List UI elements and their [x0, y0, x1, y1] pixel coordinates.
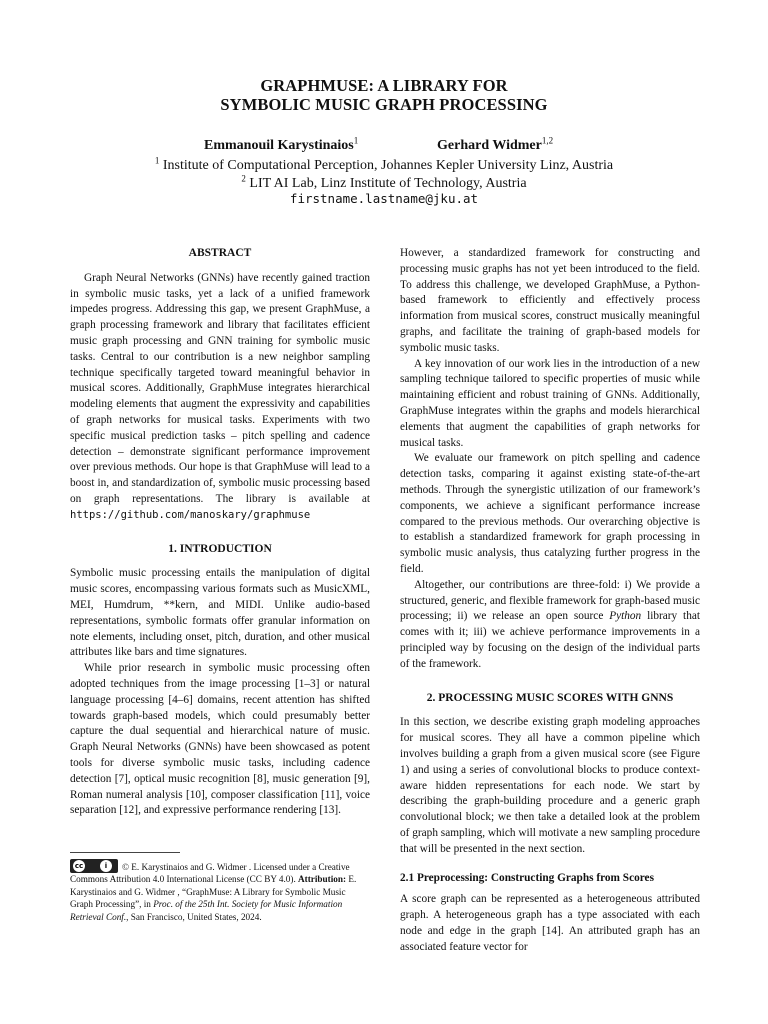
affiliation-1-text: Institute of Computational Perception, Johannes Kepler University Linz, Austria: [162, 158, 614, 173]
title-line-2: SYMBOLIC MUSIC GRAPH PROCESSING: [220, 95, 548, 114]
contributions-paragraph: [400, 578, 700, 673]
intro-paragraph-1: Symbolic music processing entails the manipulation of digital music scores, encompassing various formats such as MusicXML, MEI, Humdrum, **kern, and MIDI. Unlike audio-based representations, symbolic formats offer granular information on note elements, including onset, pitch, duration, and other musical attributes like bars and time signatures.: [70, 567, 370, 659]
section-2-heading: 2. PROCESSING MUSIC SCORES WITH GNNS: [426, 691, 674, 704]
attribution-person-icon: i: [100, 860, 112, 872]
repository-link[interactable]: https://github.com/manoskary/graphmuse: [70, 508, 311, 521]
author-2-name: Gerhard Widmer: [437, 138, 542, 153]
author-list: [0, 135, 768, 156]
affiliation-1: [0, 157, 768, 175]
affiliation-2-mark: 2: [241, 173, 246, 184]
contributions-text-a: Altogether, our contributions are three-fold: i) We provide a structured, generic, and flexible framework for graph-based music processing; ii) we release an open source: [400, 578, 700, 623]
affiliation-1-mark: 1: [154, 155, 160, 166]
footnote-citation-text: E. Karystinaios and G. Widmer , “GraphMuse: A Library for Symbolic Music Graph Processing”, in: [70, 874, 357, 910]
author-1-affil-mark: 1: [353, 135, 359, 146]
contributions-text-b: library that comes with it; iii) we achieve performance improvements in a principled way by focusing on the design of the individual parts of the framework.: [400, 610, 700, 670]
license-footnote: [70, 859, 370, 923]
intro-paragraph-3: However, a standardized framework for constructing and processing music graphs has not yet been introduced to the field. To address this challenge, we developed GraphMuse, a Python-based framework to efficiently and effectively process information from musical scores, construct musically meaningful graphs, and facilitate the training of graph-based models for symbolic music tasks.: [400, 247, 700, 354]
footnote-attribution-label: Attribution:: [298, 874, 347, 885]
footnote-divider: [70, 852, 180, 853]
intro-paragraph-4: A key innovation of our work lies in the introduction of a new sampling technique tailored to specific properties of music while maintaining efficient and robust training of GNNs. Additionally, GraphMuse integrates within the graphs and models hierarchical elements that augment the capabilities of graph networks for musical tasks.: [400, 357, 700, 449]
right-column: [400, 246, 700, 955]
author-2-affil-mark: 1,2: [541, 135, 554, 146]
abstract-body: Graph Neural Networks (GNNs) have recently gained traction in symbolic music tasks, yet a lack of a unified framework impedes progress. Addressing this gap, we present GraphMuse, a graph processing framework and library that facilitates efficient music graph processing and GNN training for symbolic music tasks. Central to our contribution is a new neighbor sampling technique specifically targeted toward meaningful behavior in musical scores. Additionally, GraphMuse integrates hierarchical modeling elements that augment the expressivity and capabilities of graph networks for musical tasks. Experiments with two specific musical prediction tasks – pitch spelling and cadence detection – demonstrate significant performance improvement over previous methods. Our hope is that GraphMuse will lead to a boost in, and standardization of, symbolic music processing based on graph representations. The library is available at: [70, 271, 370, 505]
footnote-license-text: © E. Karystinaios and G. Widmer . Licensed under a Creative Commons Attribution 4.0 International License (CC BY 4.0).: [70, 862, 350, 885]
affiliation-2-text: LIT AI Lab, Linz Institute of Technology, Austria: [249, 176, 527, 191]
section-2-paragraph: In this section, we describe existing graph modeling approaches for musical scores. They all have a common pipeline which involves building a graph from a given musical score (see Figure 1) and using a series of convolutional blocks to produce context-aware hidden representations for each node. We start by describing the graph-building procedure and a generic graph convolutional block; we then take a detailed look at the problem of graph sampling, which will motivate a new sampling procedure that will be presented in the next section.: [400, 716, 700, 855]
author-email: firstname.lastname@jku.at: [289, 191, 479, 206]
left-column: [70, 246, 370, 819]
footnote-proceedings: Proc. of the 25th Int. Society for Music Information Retrieval Conf.: [70, 899, 343, 922]
subsection-2-1-paragraph: A score graph can be represented as a heterogeneous attributed graph. A heterogeneous graph has a type associated with each node and edge in the graph [14]. An attributed graph has an associated feature vector for: [400, 893, 700, 953]
abstract-text: [70, 271, 370, 524]
footnote-location: , San Francisco, United States, 2024.: [126, 911, 262, 922]
intro-paragraph-5: We evaluate our framework on pitch spelling and cadence detection tasks, comparing it against existing state-of-the-art methods. Through the synergistic utilization of our framework’s components, we achieve a significant performance increase compared to the previous methods. Our overarching objective is to establish a standardized framework for graph processing in symbolic music analysis, thus catalyzing further progress in the field.: [400, 452, 700, 575]
subsection-2-1-heading: 2.1 Preprocessing: Constructing Graphs from Scores: [400, 872, 654, 885]
introduction-heading: 1. INTRODUCTION: [168, 542, 272, 555]
abstract-heading: ABSTRACT: [188, 247, 252, 259]
intro-paragraph-2: While prior research in symbolic music processing often adopted techniques from the image processing [1–3] or natural language processing [4–6] domains, recent attention has shifted towards graph-based models, which could presumably better capture the dual sequential and hierarchical nature of music. Graph Neural Networks (GNNs) have been showcased as potent tools for diverse symbolic music tasks, including cadence detection [7], optical music recognition [8], music generation [9], Roman numeral analysis [10], composer classification [11], voice separation [12], and expressive performance rendering [13].: [70, 662, 370, 817]
title-line-1: GRAPHMUSE: A LIBRARY FOR: [260, 76, 508, 95]
contributions-python: Python: [609, 610, 642, 623]
author-2: [437, 135, 554, 154]
cc-icon: cc: [74, 862, 84, 870]
paper-title: [0, 76, 768, 114]
cc-by-license-icon: [70, 859, 118, 873]
author-1-name: Emmanouil Karystinaios: [204, 138, 354, 153]
author-1: [204, 135, 359, 154]
